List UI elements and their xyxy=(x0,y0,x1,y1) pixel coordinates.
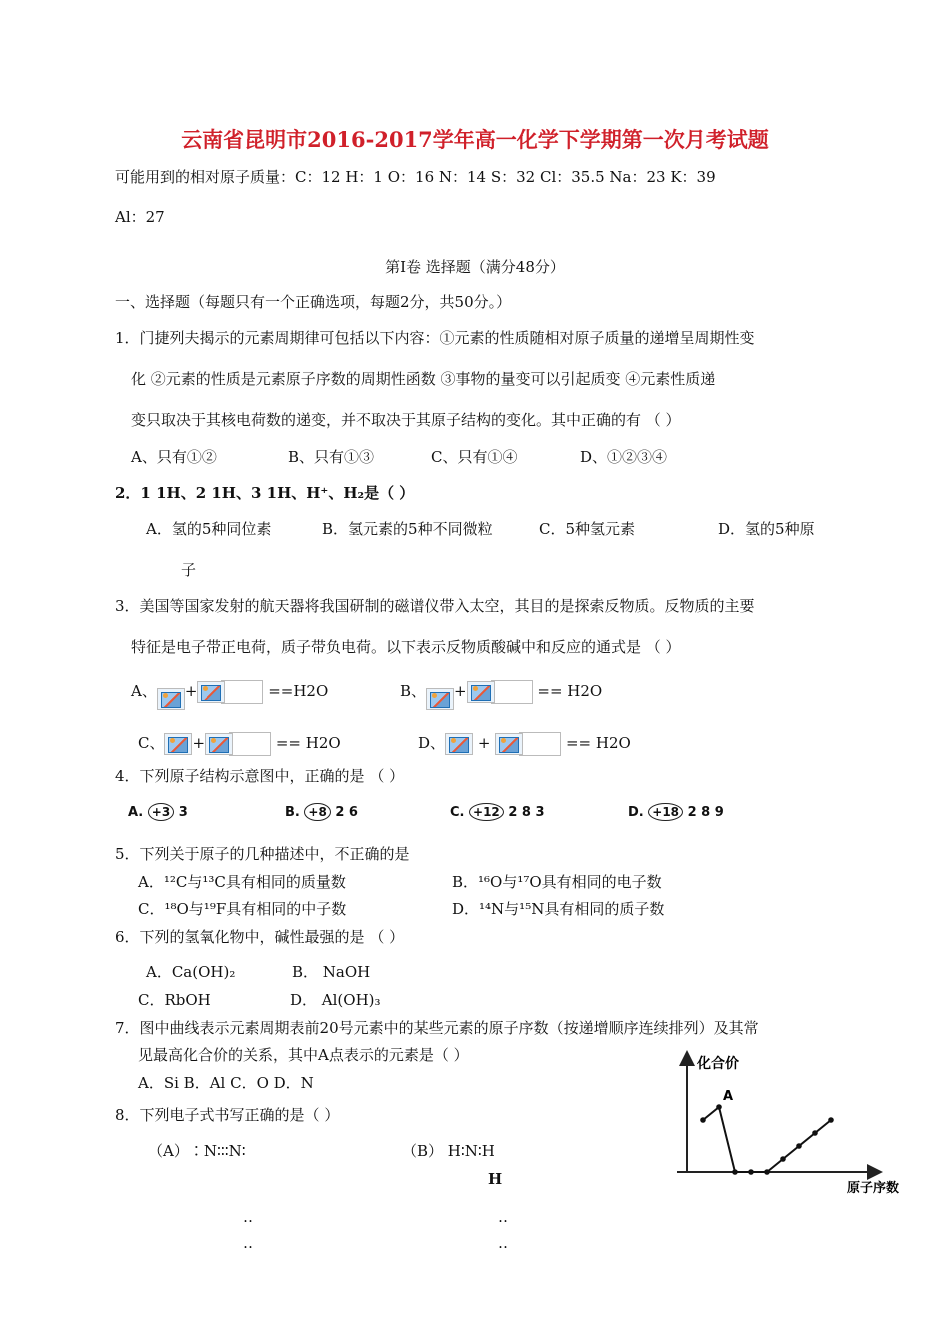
image-frame xyxy=(519,732,561,756)
plus-sign: + xyxy=(454,682,467,700)
q3-line-1: 3．美国等国家发射的航天器将我国研制的磁谱仪带入太空，其目的是探索反物质。反物质的主要 xyxy=(115,597,755,615)
q8-option-b: （B） H∶N∶H xyxy=(402,1142,495,1160)
electron-shells: 3 xyxy=(178,805,188,820)
broken-image-icon xyxy=(467,681,495,703)
q3-b-tail: == H2O xyxy=(537,682,603,700)
q8-stem: 8．下列电子式书写正确的是（ ） xyxy=(115,1106,340,1124)
image-frame xyxy=(229,732,271,756)
plus-sign: + xyxy=(192,734,206,752)
q5-option-d: D．¹⁴N与¹⁵N具有相同的质子数 xyxy=(452,900,665,918)
broken-image-icon xyxy=(495,733,523,755)
option-label: C. xyxy=(450,805,465,820)
valence-line xyxy=(703,1107,831,1172)
broken-image-icon xyxy=(164,733,192,755)
q1-line-1: 1．门捷列夫揭示的元素周期律可包括以下内容：①元素的性质随相对原子质量的递增呈周期性变 xyxy=(115,329,755,347)
q2-option-d-cont: 子 xyxy=(181,561,197,579)
q3-d-tail: == H2O xyxy=(565,734,631,752)
part-one-heading: 一、选择题（每题只有一个正确选项，每题2分，共50分。） xyxy=(115,293,512,311)
q4-option-d xyxy=(628,803,724,821)
q1-option-b: B、只有①③ xyxy=(288,448,375,466)
q2-stem: 2．1 1H、2 1H、3 1H、H⁺、H₂是（ ） xyxy=(115,484,415,502)
valence-chart xyxy=(665,1048,925,1208)
q1-option-d: D、①②③④ xyxy=(580,448,668,466)
data-point xyxy=(748,1169,754,1175)
data-point xyxy=(700,1117,706,1123)
q3-option-b xyxy=(400,674,602,710)
q2-option-d: D．氢的5种原 xyxy=(718,520,815,538)
q2-option-a: A．氢的5种同位素 xyxy=(146,520,272,538)
broken-image-icon xyxy=(445,733,473,755)
q6-option-c: C．RbOH xyxy=(138,991,211,1009)
q1-option-c: C、只有①④ xyxy=(431,448,518,466)
q3-option-d xyxy=(418,732,631,756)
q8-h-below: H xyxy=(488,1170,503,1188)
x-axis-label: 原子序数 xyxy=(847,1181,900,1196)
data-point xyxy=(732,1169,738,1175)
q3-a-label: A、 xyxy=(131,682,157,700)
q6-option-a: A．Ca(OH)₂ xyxy=(146,963,236,981)
electron-shells: 2 6 xyxy=(335,805,358,820)
image-frame xyxy=(221,680,263,704)
q1-line-2: 化 ②元素的性质是元素原子序数的周期性函数 ③事物的量变可以引起质变 ④元素性质递 xyxy=(131,370,716,388)
broken-image-icon xyxy=(426,688,454,710)
option-label: A. xyxy=(128,805,144,820)
section-title: 第Ⅰ卷 选择题（满分48分） xyxy=(385,258,565,276)
electron-shells: 2 8 3 xyxy=(508,805,545,820)
q5-option-b: B．¹⁶O与¹⁷O具有相同的电子数 xyxy=(452,873,662,891)
q1-line-3: 变只取决于其核电荷数的递变，并不取决于其原子结构的变化。其中正确的有 （ ） xyxy=(131,411,681,429)
q3-option-a xyxy=(131,674,328,710)
option-label: B. xyxy=(285,805,300,820)
q6-option-b: B． NaOH xyxy=(292,963,371,981)
data-point xyxy=(812,1130,818,1136)
q3-b-label: B、 xyxy=(400,682,427,700)
q5-option-a: A．¹²C与¹³C具有相同的质量数 xyxy=(138,873,346,891)
q1-option-a: A、只有①② xyxy=(131,448,217,466)
q3-option-c xyxy=(138,732,341,756)
nucleus: +8 xyxy=(304,803,330,821)
q5-stem: 5．下列关于原子的几种描述中，不正确的是 xyxy=(115,845,410,863)
q3-a-tail: ==H2O xyxy=(268,682,329,700)
lone-pair-dots: ‥ xyxy=(498,1234,509,1252)
q4-option-a xyxy=(128,803,188,821)
plus-sign: + xyxy=(477,734,491,752)
data-point xyxy=(828,1117,834,1123)
q4-option-b xyxy=(285,803,358,821)
q8-option-a: （A）∶N∶∶∶N∶ xyxy=(148,1142,246,1160)
data-point xyxy=(780,1156,786,1162)
q5-option-c: C．¹⁸O与¹⁹F具有相同的中子数 xyxy=(138,900,347,918)
lone-pair-dots: ‥ xyxy=(243,1208,254,1226)
atomic-mass-line-2: Al：27 xyxy=(115,208,165,226)
electron-shells: 2 8 9 xyxy=(687,805,724,820)
q7-options: A．Si B．Al C．O D．N xyxy=(138,1074,314,1092)
point-a-label: A xyxy=(723,1089,734,1104)
q4-stem: 4．下列原子结构示意图中，正确的是 （ ） xyxy=(115,767,405,785)
image-frame xyxy=(491,680,533,704)
broken-image-icon xyxy=(205,733,233,755)
q7-line-1: 7．图中曲线表示元素周期表前20号元素中的某些元素的原子序数（按递增顺序连续排列）及其常 xyxy=(115,1019,759,1037)
q7-line-2: 见最高化合价的关系，其中A点表示的元素是（ ） xyxy=(138,1046,469,1064)
q6-option-d: D． Al(OH)₃ xyxy=(290,991,381,1009)
y-axis-label: 化合价 xyxy=(697,1056,739,1072)
broken-image-icon xyxy=(157,688,185,710)
page-title: 云南省昆明市2016-2017学年高一化学下学期第一次月考试题 xyxy=(181,127,769,152)
data-point xyxy=(764,1169,770,1175)
q3-d-label: D、 xyxy=(418,734,446,752)
q2-option-b: B．氢元素的5种不同微粒 xyxy=(322,520,493,538)
nucleus: +18 xyxy=(648,803,683,821)
broken-image-icon xyxy=(197,681,225,703)
q3-c-tail: == H2O xyxy=(275,734,341,752)
q6-stem: 6．下列的氢氧化物中，碱性最强的是 （ ） xyxy=(115,928,405,946)
lone-pair-dots: ‥ xyxy=(243,1234,254,1252)
nucleus: +3 xyxy=(148,803,174,821)
q3-c-label: C、 xyxy=(138,734,165,752)
q4-option-c xyxy=(450,803,545,821)
lone-pair-dots: ‥ xyxy=(498,1208,509,1226)
plus-sign: + xyxy=(184,682,198,700)
data-point xyxy=(796,1143,802,1149)
nucleus: +12 xyxy=(469,803,504,821)
option-label: D. xyxy=(628,805,644,820)
q3-line-2: 特征是电子带正电荷，质子带负电荷。以下表示反物质酸碱中和反应的通式是 （ ） xyxy=(131,638,681,656)
atomic-mass-line-1: 可能用到的相对原子质量：C：12 H：1 O：16 N：14 S：32 Cl：35.5 Na：23 K：39 xyxy=(115,168,716,186)
data-point xyxy=(716,1104,722,1110)
q2-option-c: C．5种氢元素 xyxy=(539,520,636,538)
